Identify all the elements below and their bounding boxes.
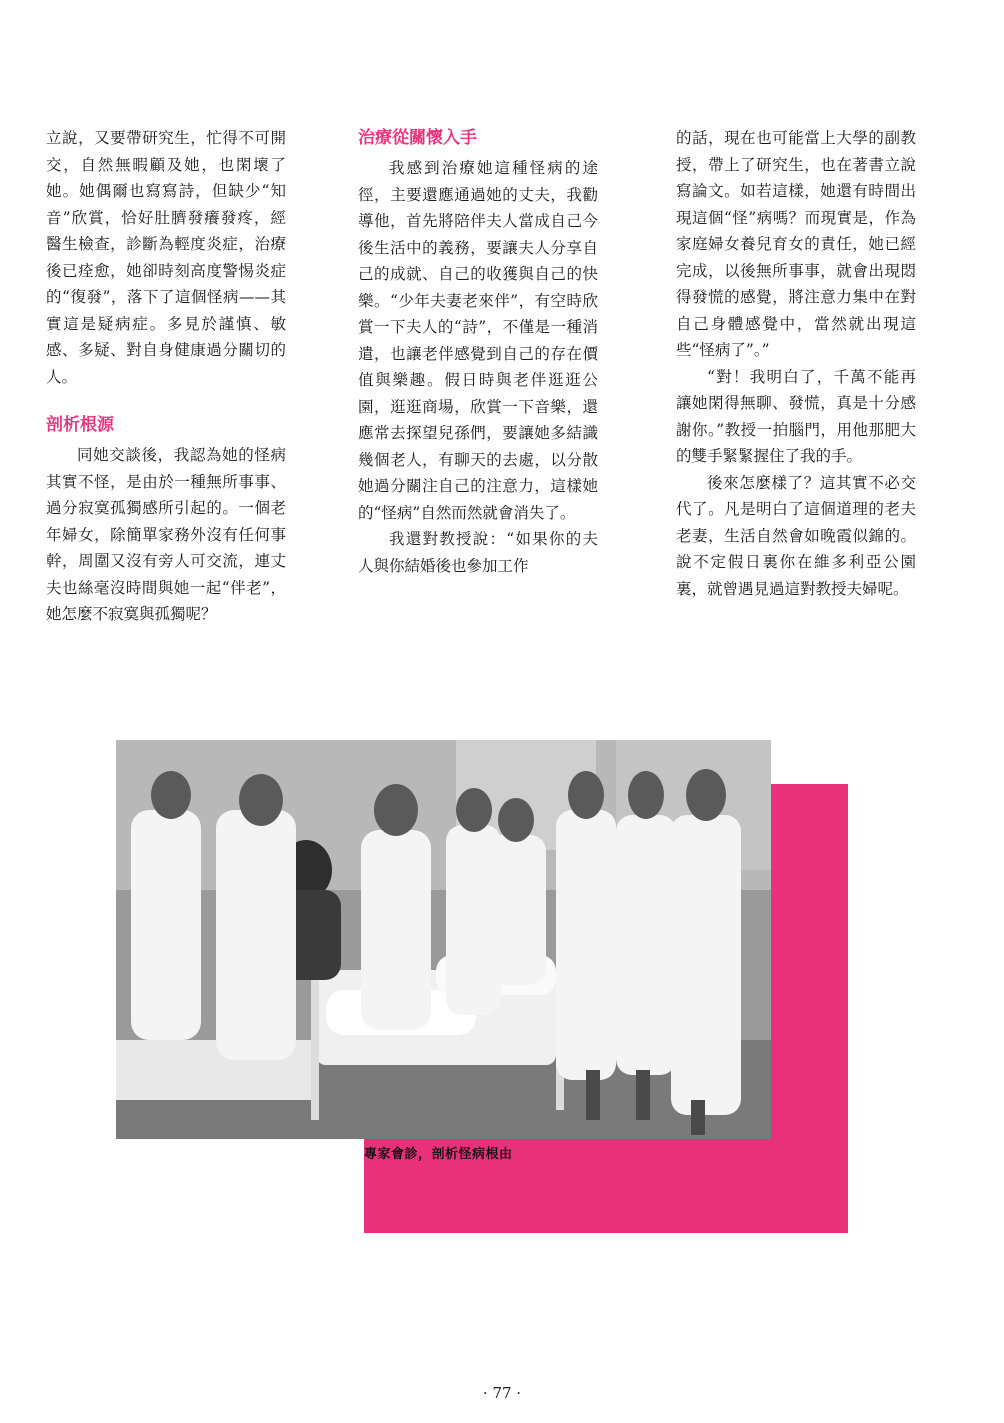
article-column-3 (676, 125, 916, 602)
section-heading-analysis: 剖析根源 (46, 415, 114, 435)
body-paragraph: 後來怎麼樣了？這其實不必交代了。凡是明白了這個道理的老夫老妻，生活自然會如晚霞似錦的。說不定假日裏你在維多利亞公園裏，就曾遇見過這對教授夫婦呢。 (676, 473, 916, 598)
photo-caption: 專家會診，剖析怪病根由 (364, 1147, 513, 1162)
body-paragraph: “對！我明白了，千萬不能再讓她閑得無聊、發慌，真是十分感謝你。”教授一拍腦門，用他那肥大的雙手緊緊握住了我的手。 (676, 367, 916, 465)
body-paragraph: 我感到治療她這種怪病的途徑，主要還應通過她的丈夫，我勸導他，首先將陪伴夫人當成自己今後生活中的義務，要讓夫人分享自己的成就、自己的收獲與自己的快樂。“少年夫妻老來伴”，有空時欣賞一下夫人的“詩”，不僅是一種消遣，也讓老伴感覺到自己的存在價值與樂趣。假日時與老伴逛逛公園，逛逛商場，欣賞一下音樂，還應常去探望兒孫們，要讓她多結識幾個老人，有聊天的去處，以分散她過分關注自己的注意力，這樣她的“怪病”自然而然就會消失了。 (358, 159, 598, 522)
hospital-consultation-photo (116, 740, 771, 1139)
section-heading-treatment: 治療從關懷入手 (358, 128, 477, 148)
body-paragraph: 的話，現在也可能當上大學的副教授，帶上了研究生，也在著書立說寫論文。如若這樣，她還有時間出現這個“怪”病嗎？而現實是，作為家庭婦女養兒育女的責任，她已經完成，以後無所事事，就會出現悶得發慌的感覺，將注意力集中在對自己身體感覺中，當然就出現這些“怪病了”。” (676, 129, 916, 359)
body-paragraph: 同她交談後，我認為她的怪病其實不怪，是由於一種無所事事、過分寂寞孤獨感所引起的。一個老年婦女，除簡單家務外沒有任何事幹，周圍又沒有旁人可交流，連丈夫也絲毫沒時間與她一起“伴老”，她怎麼不寂寞與孤獨呢？ (46, 446, 286, 623)
article-column-1 (46, 125, 286, 628)
article-column-2 (358, 125, 598, 579)
body-paragraph: 我還對教授說：“如果你的夫人與你結婚後也參加工作 (358, 530, 598, 575)
photo-illustration (116, 740, 771, 1139)
body-paragraph: 立說，又要帶研究生，忙得不可開交，自然無暇顧及她，也閑壞了她。她偶爾也寫寫詩，但缺少“知音”欣賞，恰好肚臍發癢發疼，經醫生檢查，診斷為輕度炎症，治療後已痊愈，她卻時刻高度警惕炎症的“復發”，落下了這個怪病——其實這是疑病症。多見於謹慎、敏感、多疑、對自身健康過分關切的人。 (46, 129, 286, 386)
page-number: · 77 · (482, 1384, 522, 1402)
